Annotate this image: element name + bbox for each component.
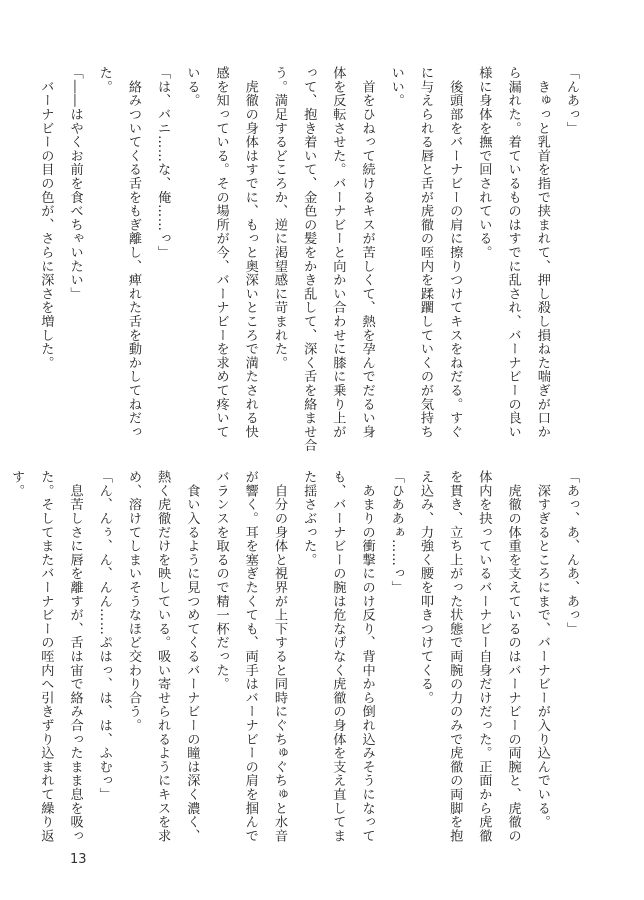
text-column: 深すぎるところにまで、バーナビーが入り込んでいる。 xyxy=(534,470,550,829)
text-column: いい。 xyxy=(388,66,404,108)
text-column: 虎徹の身体はすでに、もっと奥深いところで満たされる快 xyxy=(242,66,258,439)
text-column: 様に身体を撫で回されている。 xyxy=(476,66,492,260)
text-column: 食い入るように見つめてくるバーナビーの瞳は深く濃く、 xyxy=(184,470,200,843)
text-column: 虎徹の体重を支えているのはバーナビーの両腕と、虎徹の xyxy=(505,470,521,843)
text-column: 「ひああぁ……っ」 xyxy=(388,470,404,595)
text-column: 自分の身体と視界が上下すると同時にぐちゅぐちゅと水音 xyxy=(271,470,287,843)
text-column: バランスを取るので精一杯だった。 xyxy=(213,470,229,691)
text-column: 「ん、んぅ、ん、んん……ぷはっ、は、は、ふむっ」 xyxy=(96,470,112,802)
text-column: って、抱き着いて、金色の髪をかき乱して、深く舌を絡ませ合 xyxy=(301,66,317,453)
text-column: 後頭部をバーナビーの肩に擦りつけてキスをねだる。すぐ xyxy=(447,66,463,439)
text-column: が響く。耳を塞ぎたくても、両手はバーナビーの肩を掴んで xyxy=(242,470,258,843)
text-column: 絡みついてくる舌をもぎ離し、痺れた舌を動かしてねだっ xyxy=(125,66,141,439)
text-column: あまりの衝撃にのけ反り、背中から倒れ込みそうになって xyxy=(359,470,375,843)
text-column: ら漏れた。着ているものはすでに乱され、バーナビーの良い xyxy=(505,66,521,439)
text-column: 感を知っている。その場所が今、バーナビーを求めて疼いて xyxy=(213,66,229,439)
text-column xyxy=(0,470,2,828)
text-column: 体内を抉っているバーナビー自身だけだった。正面から虎徹 xyxy=(476,470,492,843)
lower-text-block xyxy=(9,470,586,843)
text-column: いる。 xyxy=(184,66,200,108)
text-column: 「んあっ」 xyxy=(564,66,579,135)
text-column: え込み、力強く腰を叩きつけてくる。 xyxy=(417,470,433,705)
text-column: す。 xyxy=(9,470,25,498)
text-column: に与えられる唇と舌が虎徹の咥内を蹂躙していくのが気持ち xyxy=(417,66,433,439)
text-column: た揺さぶった。 xyxy=(301,470,317,567)
text-column: た。 xyxy=(96,66,112,94)
text-column: きゅっと乳首を指で挟まれて、押し殺し損ねた喘ぎが口か xyxy=(534,66,550,439)
text-column: 「は、バニ……な、俺……っ」 xyxy=(155,66,171,260)
text-column: 「――はやくお前を食べちゃいたい」 xyxy=(67,66,83,301)
upper-text-block xyxy=(38,66,586,453)
text-column: 「あっ、あ、んあ、あっ」 xyxy=(564,470,579,636)
text-column: 体を反転させた。バーナビーと向かい合わせに膝に乗り上が xyxy=(330,66,346,439)
text-column: 首をひねって続けるキスが苦しくて、熱を孕んでだるい身 xyxy=(359,66,375,439)
text-column: う。満足するどころか、逆に渇望感に苛まれた。 xyxy=(271,66,287,370)
text-column: も、バーナビーの腕は危なげなく虎徹の身体を支え直してま xyxy=(330,470,346,843)
text-column: を貫き、立ち上がった状態で両腕の力のみで虎徹の両脚を抱 xyxy=(447,470,463,843)
text-column: め、溶けてしまいそうなほど交わり合う。 xyxy=(125,470,141,733)
text-column: 熱く虎徹だけを映している。吸い寄せられるようにキスを求 xyxy=(155,470,171,843)
text-column: 息苦しさに唇を離すが、舌は宙で絡み合ったまま息を吸っ xyxy=(67,470,83,843)
text-column: た。そしてまたバーナビーの咥内へ引きずり込まれて繰り返 xyxy=(38,470,54,843)
page-number: 13 xyxy=(70,852,87,867)
text-column: バーナビーの目の色が、さらに深さを増した。 xyxy=(38,66,54,370)
